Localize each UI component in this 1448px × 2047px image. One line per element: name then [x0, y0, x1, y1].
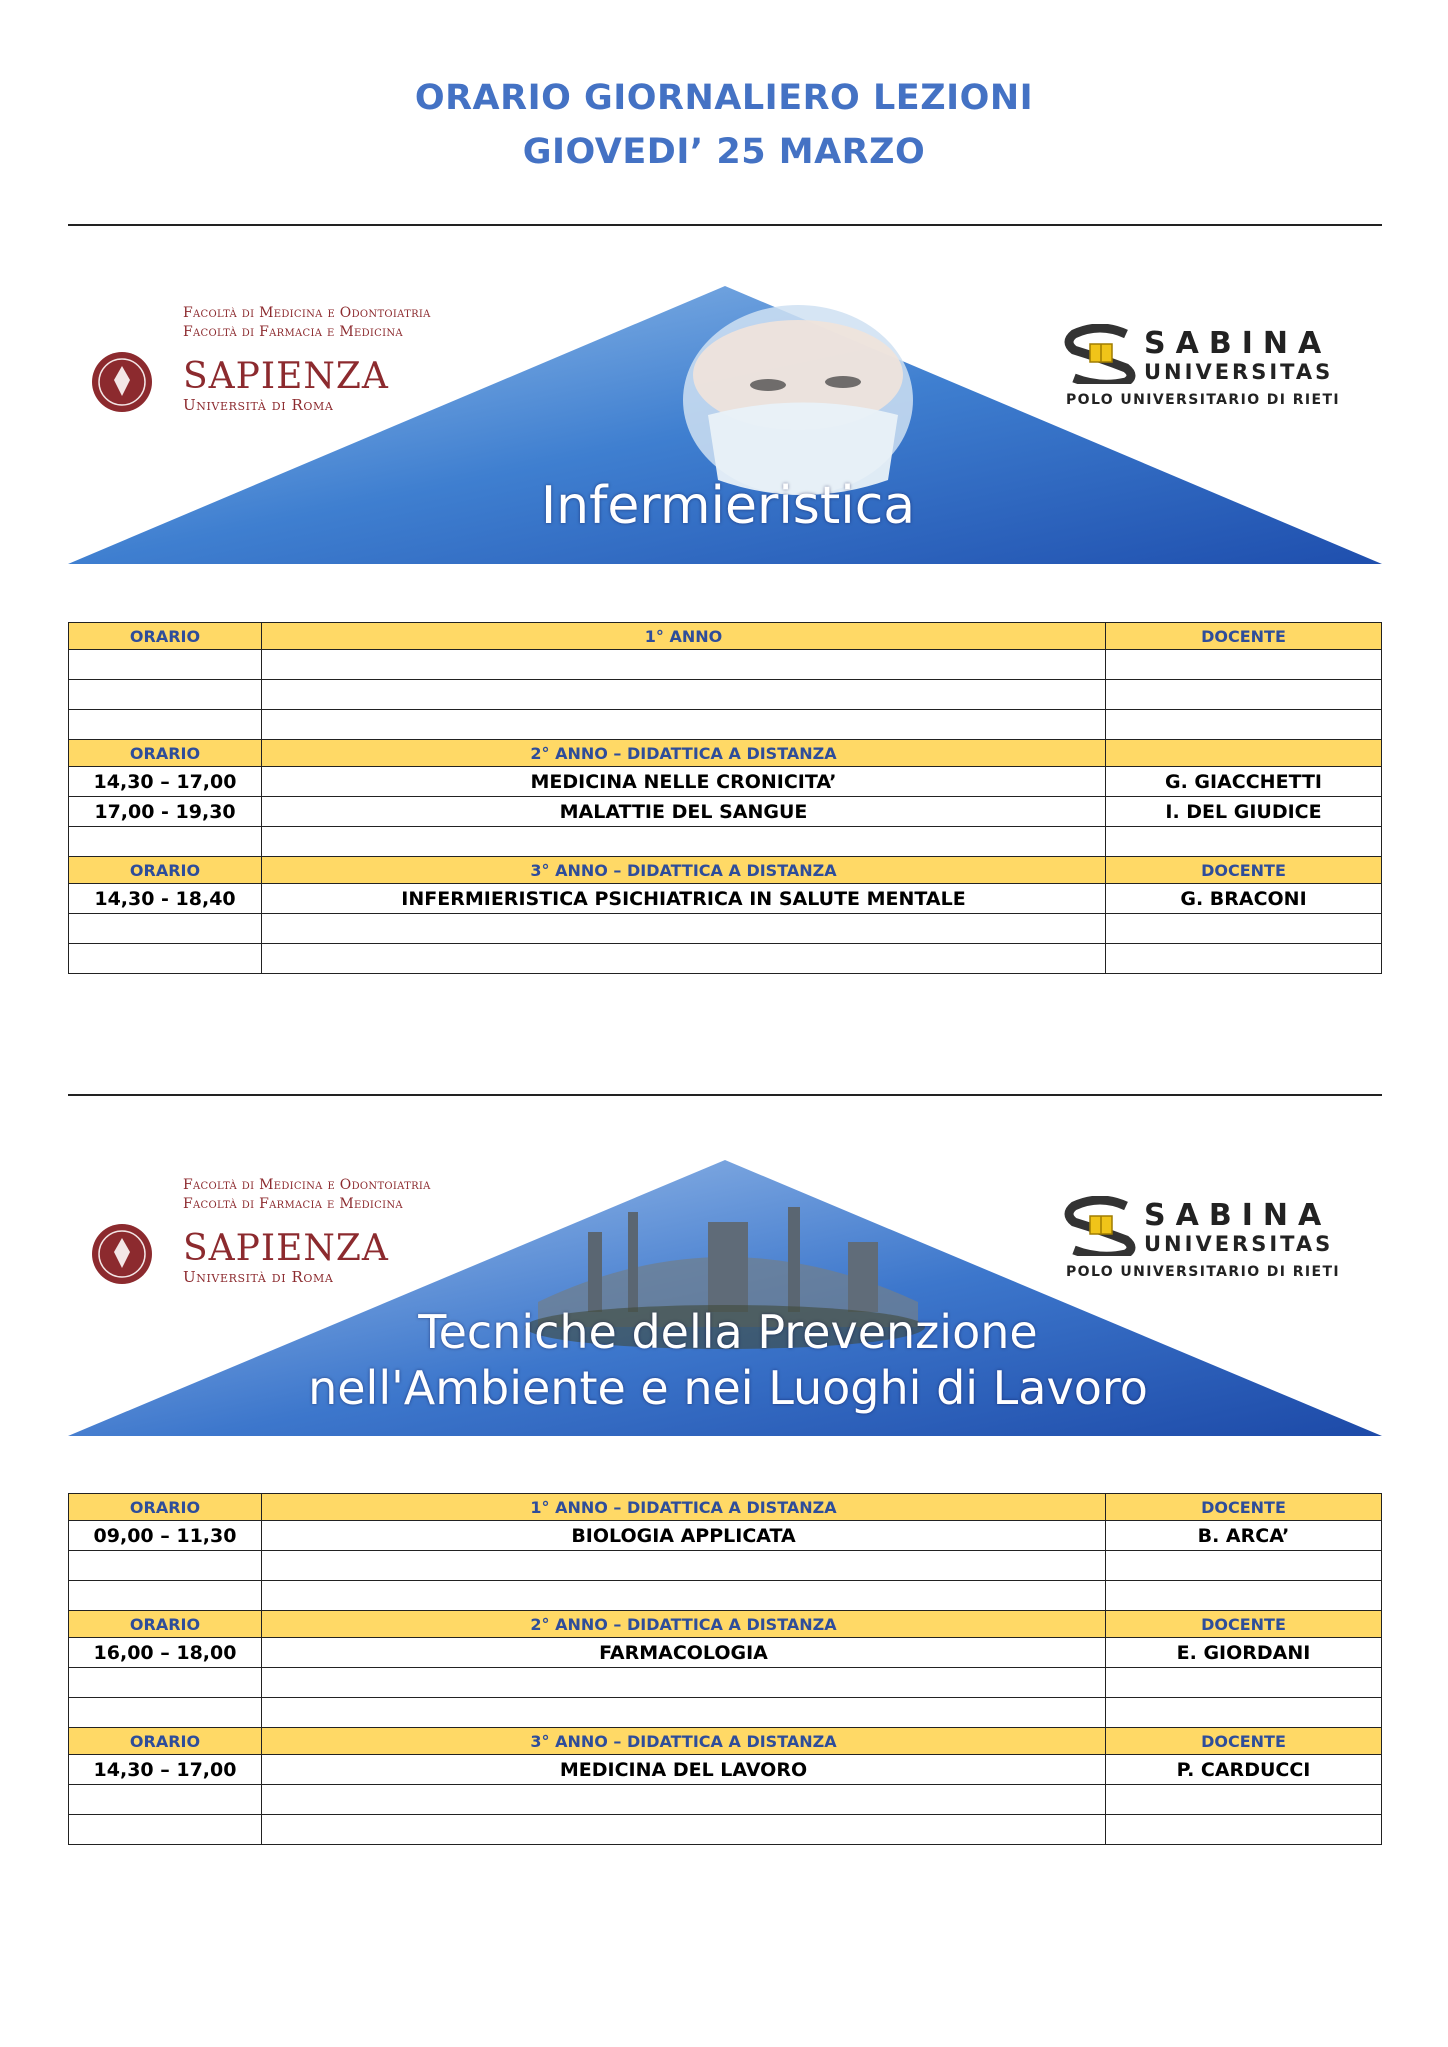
cell-orario: 14,30 – 17,00	[69, 1755, 262, 1785]
cell-orario	[69, 914, 262, 944]
sabina-book-icon	[1060, 1196, 1140, 1256]
cell-docente	[1106, 1581, 1382, 1611]
universitas-wordmark: UNIVERSITAS	[1144, 360, 1334, 384]
header-orario: ORARIO	[69, 1494, 262, 1521]
cell-orario	[69, 650, 262, 680]
sapienza-logo	[183, 1230, 389, 1286]
banner-title: Infermieristica	[540, 476, 916, 536]
table-row	[69, 797, 1382, 827]
cell-docente: I. DEL GIUDICE	[1106, 797, 1382, 827]
cell-docente	[1106, 1698, 1382, 1728]
cell-orario	[69, 1815, 262, 1845]
header-docente: DOCENTE	[1106, 1728, 1382, 1755]
cell-orario	[69, 1785, 262, 1815]
page-title: ORARIO GIORNALIERO LEZIONI	[414, 78, 1034, 118]
cell-orario: 14,30 – 17,00	[69, 767, 262, 797]
divider	[68, 1094, 1382, 1096]
cell-docente	[1106, 1815, 1382, 1845]
faculty-line-1: Facoltà di Medicina e Odontoiatria	[183, 305, 431, 321]
polo-text: POLO UNIVERSITARIO DI RIETI	[1066, 392, 1341, 408]
table-row	[69, 944, 1382, 974]
banner-title-line-1: Tecniche della Prevenzione	[418, 1305, 1038, 1359]
cell-corso	[262, 1815, 1106, 1845]
cell-corso: MEDICINA DEL LAVORO	[262, 1755, 1106, 1785]
header-docente: DOCENTE	[1106, 857, 1382, 884]
cell-corso: FARMACOLOGIA	[262, 1638, 1106, 1668]
sapienza-wordmark: SAPIENZA	[183, 356, 389, 397]
banner-title	[248, 1304, 1208, 1416]
cell-orario	[69, 1668, 262, 1698]
faculty-line-1: Facoltà di Medicina e Odontoiatria	[183, 1177, 431, 1193]
header-docente	[1106, 740, 1382, 767]
table-row	[69, 827, 1382, 857]
table-row	[69, 650, 1382, 680]
header-docente: DOCENTE	[1106, 1611, 1382, 1638]
cell-docente: B. ARCA’	[1106, 1521, 1382, 1551]
cell-corso	[262, 914, 1106, 944]
page-subtitle-date: GIOVEDI’ 25 MARZO	[522, 132, 926, 172]
cell-docente	[1106, 680, 1382, 710]
sapienza-seal-icon	[90, 1222, 154, 1286]
sabina-wordmark: SABINA	[1144, 1198, 1332, 1233]
universitas-wordmark: UNIVERSITAS	[1144, 1232, 1334, 1256]
banner-infermieristica	[68, 280, 1382, 570]
header-docente: DOCENTE	[1106, 1494, 1382, 1521]
table-row	[69, 710, 1382, 740]
cell-corso	[262, 1785, 1106, 1815]
cell-corso	[262, 1551, 1106, 1581]
cell-docente	[1106, 827, 1382, 857]
table-row	[69, 1668, 1382, 1698]
banner-tecniche-prevenzione	[68, 1152, 1382, 1442]
cell-docente	[1106, 914, 1382, 944]
header-docente: DOCENTE	[1106, 623, 1382, 650]
cell-docente: G. GIACCHETTI	[1106, 767, 1382, 797]
sapienza-subtitle: Università di Roma	[183, 396, 334, 414]
cell-docente	[1106, 710, 1382, 740]
schedule-table-infermieristica	[68, 622, 1382, 974]
table-row	[69, 767, 1382, 797]
cell-orario	[69, 827, 262, 857]
header-course: 2° ANNO – DIDATTICA A DISTANZA	[262, 1611, 1106, 1638]
table-row	[69, 914, 1382, 944]
cell-corso	[262, 1698, 1106, 1728]
divider	[68, 224, 1382, 226]
table-header-row	[69, 1728, 1382, 1755]
cell-corso: INFERMIERISTICA PSICHIATRICA IN SALUTE MENTALE	[262, 884, 1106, 914]
table-row	[69, 1521, 1382, 1551]
table-row	[69, 884, 1382, 914]
header-course: 2° ANNO – DIDATTICA A DISTANZA	[262, 740, 1106, 767]
cell-corso	[262, 680, 1106, 710]
faculty-line-2: Facoltà di Farmacia e Medicina	[183, 324, 403, 340]
table-header-row	[69, 1494, 1382, 1521]
header-orario: ORARIO	[69, 1611, 262, 1638]
header-orario: ORARIO	[69, 740, 262, 767]
cell-corso	[262, 710, 1106, 740]
sapienza-subtitle: Università di Roma	[183, 1268, 334, 1286]
header-orario: ORARIO	[69, 1728, 262, 1755]
cell-orario: 17,00 - 19,30	[69, 797, 262, 827]
header-course: 1° ANNO – DIDATTICA A DISTANZA	[262, 1494, 1106, 1521]
cell-orario	[69, 1551, 262, 1581]
table-header-row	[69, 857, 1382, 884]
cell-corso	[262, 1581, 1106, 1611]
cell-corso	[262, 944, 1106, 974]
cell-corso	[262, 650, 1106, 680]
table-row	[69, 1815, 1382, 1845]
sabina-universitas-logo	[1060, 320, 1360, 410]
sabina-universitas-logo	[1060, 1192, 1360, 1282]
cell-orario: 09,00 – 11,30	[69, 1521, 262, 1551]
table-row	[69, 1698, 1382, 1728]
table-header-row	[69, 740, 1382, 767]
header-orario: ORARIO	[69, 623, 262, 650]
cell-corso	[262, 827, 1106, 857]
cell-orario	[69, 1581, 262, 1611]
table-row	[69, 1638, 1382, 1668]
faculty-text	[183, 1176, 431, 1214]
cell-docente: P. CARDUCCI	[1106, 1755, 1382, 1785]
cell-corso	[262, 1668, 1106, 1698]
table-row	[69, 1581, 1382, 1611]
cell-corso: MEDICINA NELLE CRONICITA’	[262, 767, 1106, 797]
cell-docente	[1106, 650, 1382, 680]
banner-title-line-2: nell'Ambiente e nei Luoghi di Lavoro	[308, 1361, 1148, 1415]
sabina-book-icon	[1060, 324, 1140, 384]
cell-docente: E. GIORDANI	[1106, 1638, 1382, 1668]
faculty-text	[183, 304, 431, 342]
table-row	[69, 1755, 1382, 1785]
cell-orario	[69, 944, 262, 974]
table-row	[69, 1785, 1382, 1815]
header-course: 3° ANNO – DIDATTICA A DISTANZA	[262, 857, 1106, 884]
table-header-row	[69, 1611, 1382, 1638]
sapienza-wordmark: SAPIENZA	[183, 1228, 389, 1269]
faculty-line-2: Facoltà di Farmacia e Medicina	[183, 1196, 403, 1212]
cell-orario	[69, 680, 262, 710]
sabina-wordmark: SABINA	[1144, 326, 1332, 361]
cell-orario	[69, 710, 262, 740]
cell-docente	[1106, 1668, 1382, 1698]
table-header-row	[69, 623, 1382, 650]
cell-docente: G. BRACONI	[1106, 884, 1382, 914]
sapienza-seal-icon	[90, 350, 154, 414]
table-row	[69, 680, 1382, 710]
header-orario: ORARIO	[69, 857, 262, 884]
table-row	[69, 1551, 1382, 1581]
cell-orario: 16,00 – 18,00	[69, 1638, 262, 1668]
cell-orario: 14,30 - 18,40	[69, 884, 262, 914]
cell-orario	[69, 1698, 262, 1728]
cell-docente	[1106, 1785, 1382, 1815]
sapienza-logo	[183, 358, 389, 414]
cell-docente	[1106, 1551, 1382, 1581]
cell-docente	[1106, 944, 1382, 974]
schedule-table-tecniche-prevenzione	[68, 1493, 1382, 1845]
header-course: 1° ANNO	[262, 623, 1106, 650]
cell-corso: MALATTIE DEL SANGUE	[262, 797, 1106, 827]
cell-corso: BIOLOGIA APPLICATA	[262, 1521, 1106, 1551]
polo-text: POLO UNIVERSITARIO DI RIETI	[1066, 1264, 1341, 1280]
header-course: 3° ANNO – DIDATTICA A DISTANZA	[262, 1728, 1106, 1755]
